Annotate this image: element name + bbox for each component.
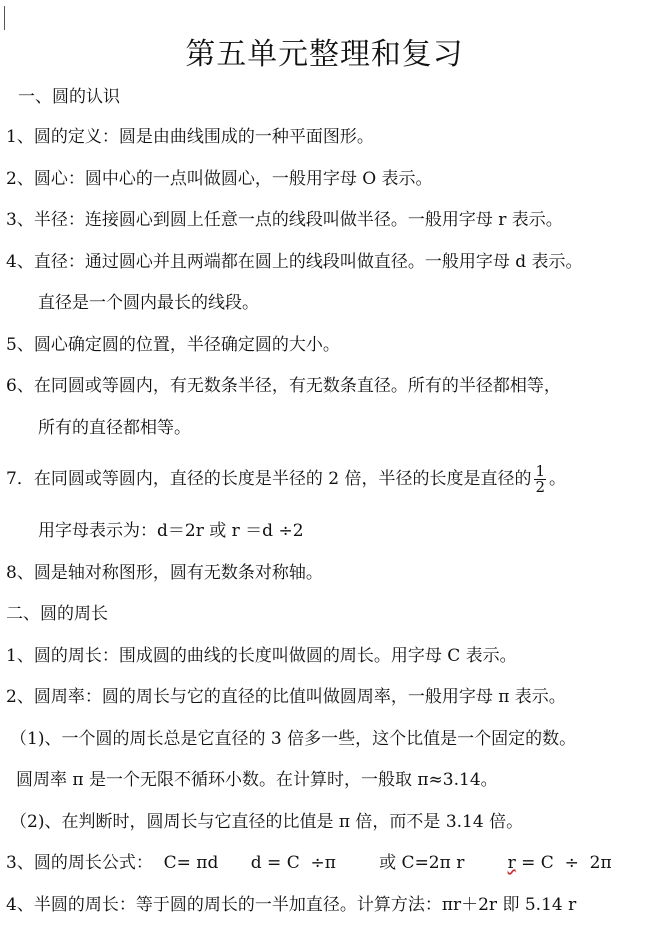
fraction-denominator: 2 <box>535 478 545 496</box>
item-diameter-continued: 直径是一个圆内最长的线段。 <box>38 293 259 313</box>
item-semicircle-perimeter: 4、半圆的周长：等于圆的周长的一半加直径。计算方法：πr＋2r 即 5.14 r <box>6 895 577 915</box>
item-pi-sub1: （1)、一个圆的周长总是它直径的 3 倍多一些，这个比值是一个固定的数。 <box>10 729 577 749</box>
fraction-numerator: 1 <box>535 462 545 480</box>
item-radii-diameters: 6、在同圆或等圆内，有无数条半径，有无数条直径。所有的半径都相等， <box>6 376 561 396</box>
item-diameter: 4、直径：通过圆心并且两端都在圆上的线段叫做直径。一般用字母 d 表示。 <box>6 252 583 272</box>
item-pi-definition: 2、圆周率：圆的周长与它的直径的比值叫做圆周率，一般用字母 π 表示。 <box>6 687 566 707</box>
circumference-formula-text: 3、圆的周长公式： C= πd d = C ÷π 或 C=2π r <box>6 853 508 873</box>
item-diameter-radius-relation-text: 7．在同圆或等圆内，直径的长度是半径的 2 倍，半径的长度是直径的 <box>6 469 532 489</box>
item-diameter-radius-relation-end: 。 <box>549 469 566 489</box>
page-corner-mark <box>4 6 5 30</box>
item-radii-diameters-continued: 所有的直径都相等。 <box>38 418 191 438</box>
item-axis-symmetry: 8、圆是轴对称图形，圆有无数条对称轴。 <box>6 563 323 583</box>
item-pi-sub1-continued: 圆周率 π 是一个无限不循环小数。在计算时，一般取 π≈3.14。 <box>16 770 498 790</box>
spellcheck-underlined-r: r <box>507 853 516 873</box>
item-letter-formula: 用字母表示为：d＝2r 或 r ＝d ÷2 <box>38 521 304 541</box>
item-position-and-size: 5、圆心确定圆的位置，半径确定圆的大小。 <box>6 335 340 355</box>
section-heading-circumference: 二、圆的周长 <box>6 604 108 624</box>
item-circle-definition: 1、圆的定义：圆是由曲线围成的一种平面图形。 <box>6 127 374 147</box>
circumference-formula-r: = C ÷ 2π <box>515 853 612 873</box>
item-radius: 3、半径：连接圆心到圆上任意一点的线段叫做半径。一般用字母 r 表示。 <box>6 210 563 230</box>
item-circumference-definition: 1、圆的周长：围成圆的曲线的长度叫做圆的周长。用字母 C 表示。 <box>6 646 517 666</box>
item-pi-sub2: （2)、在判断时，圆周长与它直径的比值是 π 倍，而不是 3.14 倍。 <box>10 812 524 832</box>
section-heading-circle-basics: 一、圆的认识 <box>18 87 120 107</box>
item-circle-center: 2、圆心：圆中心的一点叫做圆心，一般用字母 O 表示。 <box>6 169 433 189</box>
item-diameter-radius-relation <box>6 464 566 495</box>
document-title: 第五单元整理和复习 <box>185 37 464 72</box>
item-circumference-formula <box>6 850 612 876</box>
fraction-one-half <box>534 464 546 495</box>
